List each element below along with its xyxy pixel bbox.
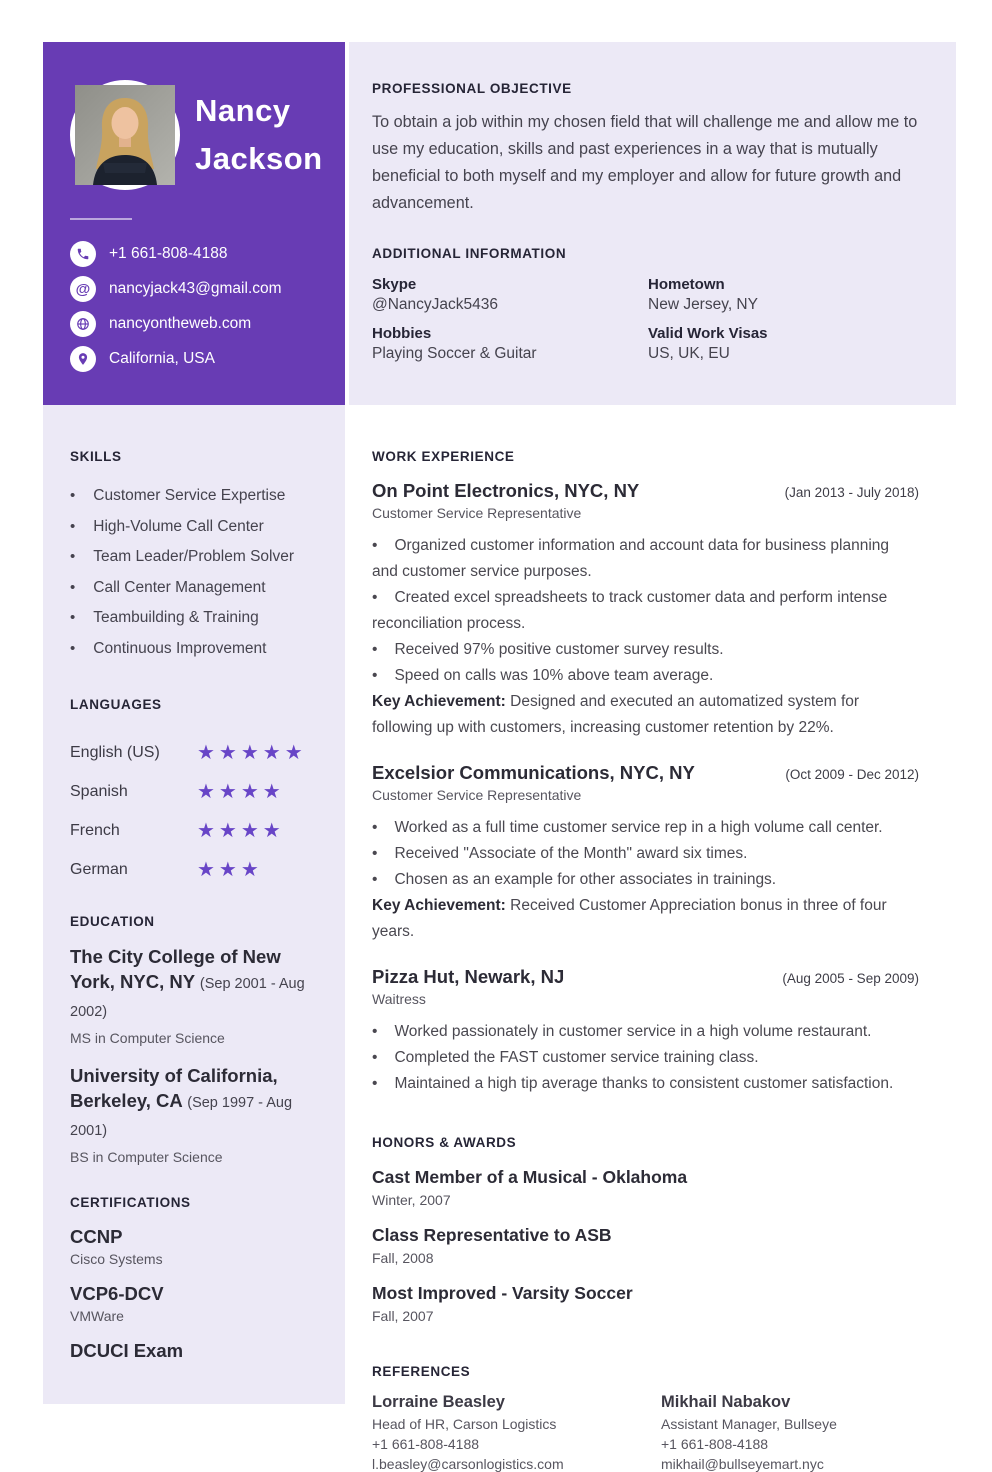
language-name: German [70, 860, 128, 878]
info-item-skype [372, 276, 648, 314]
language-name: Spanish [70, 782, 128, 800]
contact-list [70, 241, 325, 372]
info-item-visas [648, 325, 918, 363]
job-bullet: • Received 97% positive customer survey results. [372, 637, 919, 663]
location-pin-icon [70, 346, 96, 372]
key-achievement-text: Received Customer Appreciation bonus in three of four years. [372, 897, 887, 940]
honor-item [372, 1167, 919, 1208]
degree: BS in Computer Science [70, 1149, 223, 1165]
avatar-illustration [75, 85, 175, 185]
company-name: Pizza Hut, Newark, NJ [372, 966, 565, 987]
language-name: French [70, 821, 120, 839]
reference-phone[interactable]: +1 661-808-4188 [661, 1436, 769, 1452]
certification-name: CCNP [70, 1226, 123, 1247]
info-item-hobbies [372, 325, 648, 363]
certification-name: DCUCI Exam [70, 1340, 184, 1361]
job-entry [372, 966, 919, 1097]
job-role: Customer Service Representative [372, 505, 582, 521]
job-bullet: • Completed the FAST customer service training class. [372, 1045, 919, 1071]
identity-header [43, 42, 345, 405]
objective-heading: PROFESSIONAL OBJECTIVE [372, 81, 572, 96]
job-bullet: • Organized customer information and account data for business planning and customer service purposes. [372, 533, 919, 585]
reference-phone[interactable]: +1 661-808-4188 [372, 1436, 480, 1452]
email-value[interactable]: nancyjack43@gmail.com [109, 280, 282, 297]
honor-title: Cast Member of a Musical - Oklahoma [372, 1167, 688, 1187]
company-name: Excelsior Communications, NYC, NY [372, 762, 695, 783]
degree: MS in Computer Science [70, 1030, 225, 1046]
honors-heading: HONORS & AWARDS [372, 1135, 517, 1150]
honor-title: Most Improved - Varsity Soccer [372, 1283, 633, 1303]
info-label: Valid Work Visas [648, 325, 768, 342]
contact-email [70, 276, 325, 302]
job-entry [372, 762, 919, 945]
job-entry [372, 480, 919, 741]
right-column [349, 42, 956, 1472]
contact-phone [70, 241, 325, 267]
phone-value[interactable]: +1 661-808-4188 [109, 245, 228, 262]
job-role: Customer Service Representative [372, 787, 582, 803]
section-skills [70, 449, 307, 664]
info-value: New Jersey, NY [648, 296, 758, 313]
reference-email[interactable]: l.beasley@carsonlogistics.com [372, 1456, 564, 1472]
section-honors [372, 1135, 919, 1324]
job-dates: (Aug 2005 - Sep 2009) [782, 971, 919, 986]
avatar [70, 80, 180, 190]
education-heading: EDUCATION [70, 914, 155, 929]
section-certifications [70, 1195, 307, 1363]
info-item-hometown [648, 276, 918, 314]
certification-org: VMWare [70, 1308, 124, 1324]
job-header [372, 762, 919, 784]
job-bullet: • Created excel spreadsheets to track customer data and perform intense reconciliation process. [372, 585, 919, 637]
phone-icon [70, 241, 96, 267]
work-experience-heading: WORK EXPERIENCE [372, 449, 515, 464]
reference-name: Mikhail Nabakov [661, 1393, 791, 1411]
info-value: US, UK, EU [648, 345, 730, 362]
certification-org: Cisco Systems [70, 1251, 163, 1267]
job-bullet: • Chosen as an example for other associates in trainings. [372, 867, 919, 893]
references-grid [372, 1393, 919, 1472]
contact-location [70, 346, 325, 372]
education-item [70, 944, 307, 1048]
school-name: University of California, Berkeley, CA [70, 1065, 278, 1111]
info-value: @NancyJack5436 [372, 296, 499, 313]
education-item [70, 1063, 307, 1167]
education-school-line [70, 1063, 307, 1144]
language-row [70, 733, 307, 772]
reference-item [661, 1393, 919, 1472]
languages-list [70, 733, 307, 889]
section-languages [70, 697, 307, 889]
additional-info-grid [372, 276, 918, 363]
key-achievement [372, 893, 919, 945]
section-references [372, 1364, 919, 1472]
honor-date: Fall, 2008 [372, 1250, 434, 1266]
header-divider [70, 218, 132, 220]
skills-heading: SKILLS [70, 449, 122, 464]
languages-heading: LANGUAGES [70, 697, 162, 712]
star-rating: ★★★★ [197, 780, 285, 803]
key-achievement [372, 689, 919, 741]
location-value: California, USA [109, 350, 215, 367]
reference-role: Head of HR, Carson Logistics [372, 1416, 557, 1432]
resume-layout [43, 42, 956, 1472]
key-achievement-label: Key Achievement: [372, 897, 506, 914]
education-dates: (Sep 1997 - Aug 2001) [70, 1095, 293, 1139]
info-label: Skype [372, 276, 417, 293]
left-column [43, 42, 345, 1472]
key-achievement-text: Designed and executed an automatized system for following up with customers, increasing customer retention by 22%. [372, 693, 860, 736]
info-label: Hometown [648, 276, 725, 293]
reference-email[interactable]: mikhail@bullseyemart.nyc [661, 1456, 824, 1472]
job-bullet: • Worked as a full time customer service rep in a high volume call center. [372, 815, 919, 841]
skill-item: • Continuous Improvement [70, 634, 307, 665]
info-value: Playing Soccer & Guitar [372, 345, 537, 362]
education-school-line [70, 944, 307, 1025]
skill-item: • High-Volume Call Center [70, 512, 307, 543]
education-dates: (Sep 2001 - Aug 2002) [70, 976, 305, 1020]
language-row [70, 850, 307, 889]
job-dates: (Oct 2009 - Dec 2012) [785, 767, 919, 782]
job-bullets [372, 533, 919, 741]
job-bullets [372, 815, 919, 945]
info-label: Hobbies [372, 325, 432, 342]
job-bullet: • Maintained a high tip average thanks to consistent customer satisfaction. [372, 1071, 919, 1097]
job-bullet: • Received "Associate of the Month" award six times. [372, 841, 919, 867]
globe-icon [70, 311, 96, 337]
school-name: The City College of New York, NYC, NY [70, 946, 281, 992]
section-education [70, 914, 307, 1167]
contact-website [70, 311, 325, 337]
certification-item [70, 1339, 307, 1363]
job-dates: (Jan 2013 - July 2018) [784, 485, 919, 500]
honor-date: Fall, 2007 [372, 1308, 434, 1324]
honor-title: Class Representative to ASB [372, 1225, 612, 1245]
main-content [349, 405, 956, 1472]
skills-list [70, 481, 307, 664]
star-rating: ★★★ [197, 858, 263, 881]
objective-text: To obtain a job within my chosen field that will challenge me and allow me to use my education, skills and past experiences in a way that is mutually beneficial to both myself and my employer and allow for future growth and advancement. [372, 113, 918, 212]
top-info-panel [349, 42, 956, 405]
honor-item [372, 1225, 919, 1266]
language-row [70, 772, 307, 811]
certification-item [70, 1282, 307, 1324]
language-row [70, 811, 307, 850]
company-name: On Point Electronics, NYC, NY [372, 480, 640, 501]
honor-date: Winter, 2007 [372, 1192, 451, 1208]
reference-item [372, 1393, 661, 1472]
skill-item: • Teambuilding & Training [70, 603, 307, 634]
left-sidebar-body [43, 405, 345, 1404]
star-rating: ★★★★★ [197, 741, 307, 764]
job-bullets [372, 1019, 919, 1097]
language-name: English (US) [70, 743, 160, 761]
email-icon: @ [70, 276, 96, 302]
job-header [372, 966, 919, 988]
job-bullet: • Worked passionately in customer service in a high volume restaurant. [372, 1019, 919, 1045]
job-header [372, 480, 919, 502]
skill-item: • Team Leader/Problem Solver [70, 542, 307, 573]
honor-item [372, 1283, 919, 1324]
certification-name: VCP6-DCV [70, 1283, 164, 1304]
skill-item: • Call Center Management [70, 573, 307, 604]
reference-role: Assistant Manager, Bullseye [661, 1416, 837, 1432]
star-rating: ★★★★ [197, 819, 285, 842]
identity-row [70, 80, 325, 190]
person-name: Nancy Jackson [195, 93, 323, 176]
certification-item [70, 1225, 307, 1267]
job-role: Waitress [372, 991, 426, 1007]
skill-item: • Customer Service Expertise [70, 481, 307, 512]
key-achievement-label: Key Achievement: [372, 693, 506, 710]
job-bullet: • Speed on calls was 10% above team average. [372, 663, 919, 689]
additional-info-heading: ADDITIONAL INFORMATION [372, 246, 567, 261]
certifications-heading: CERTIFICATIONS [70, 1195, 191, 1210]
website-value[interactable]: nancyontheweb.com [109, 315, 252, 332]
reference-name: Lorraine Beasley [372, 1393, 505, 1411]
references-heading: REFERENCES [372, 1364, 471, 1379]
